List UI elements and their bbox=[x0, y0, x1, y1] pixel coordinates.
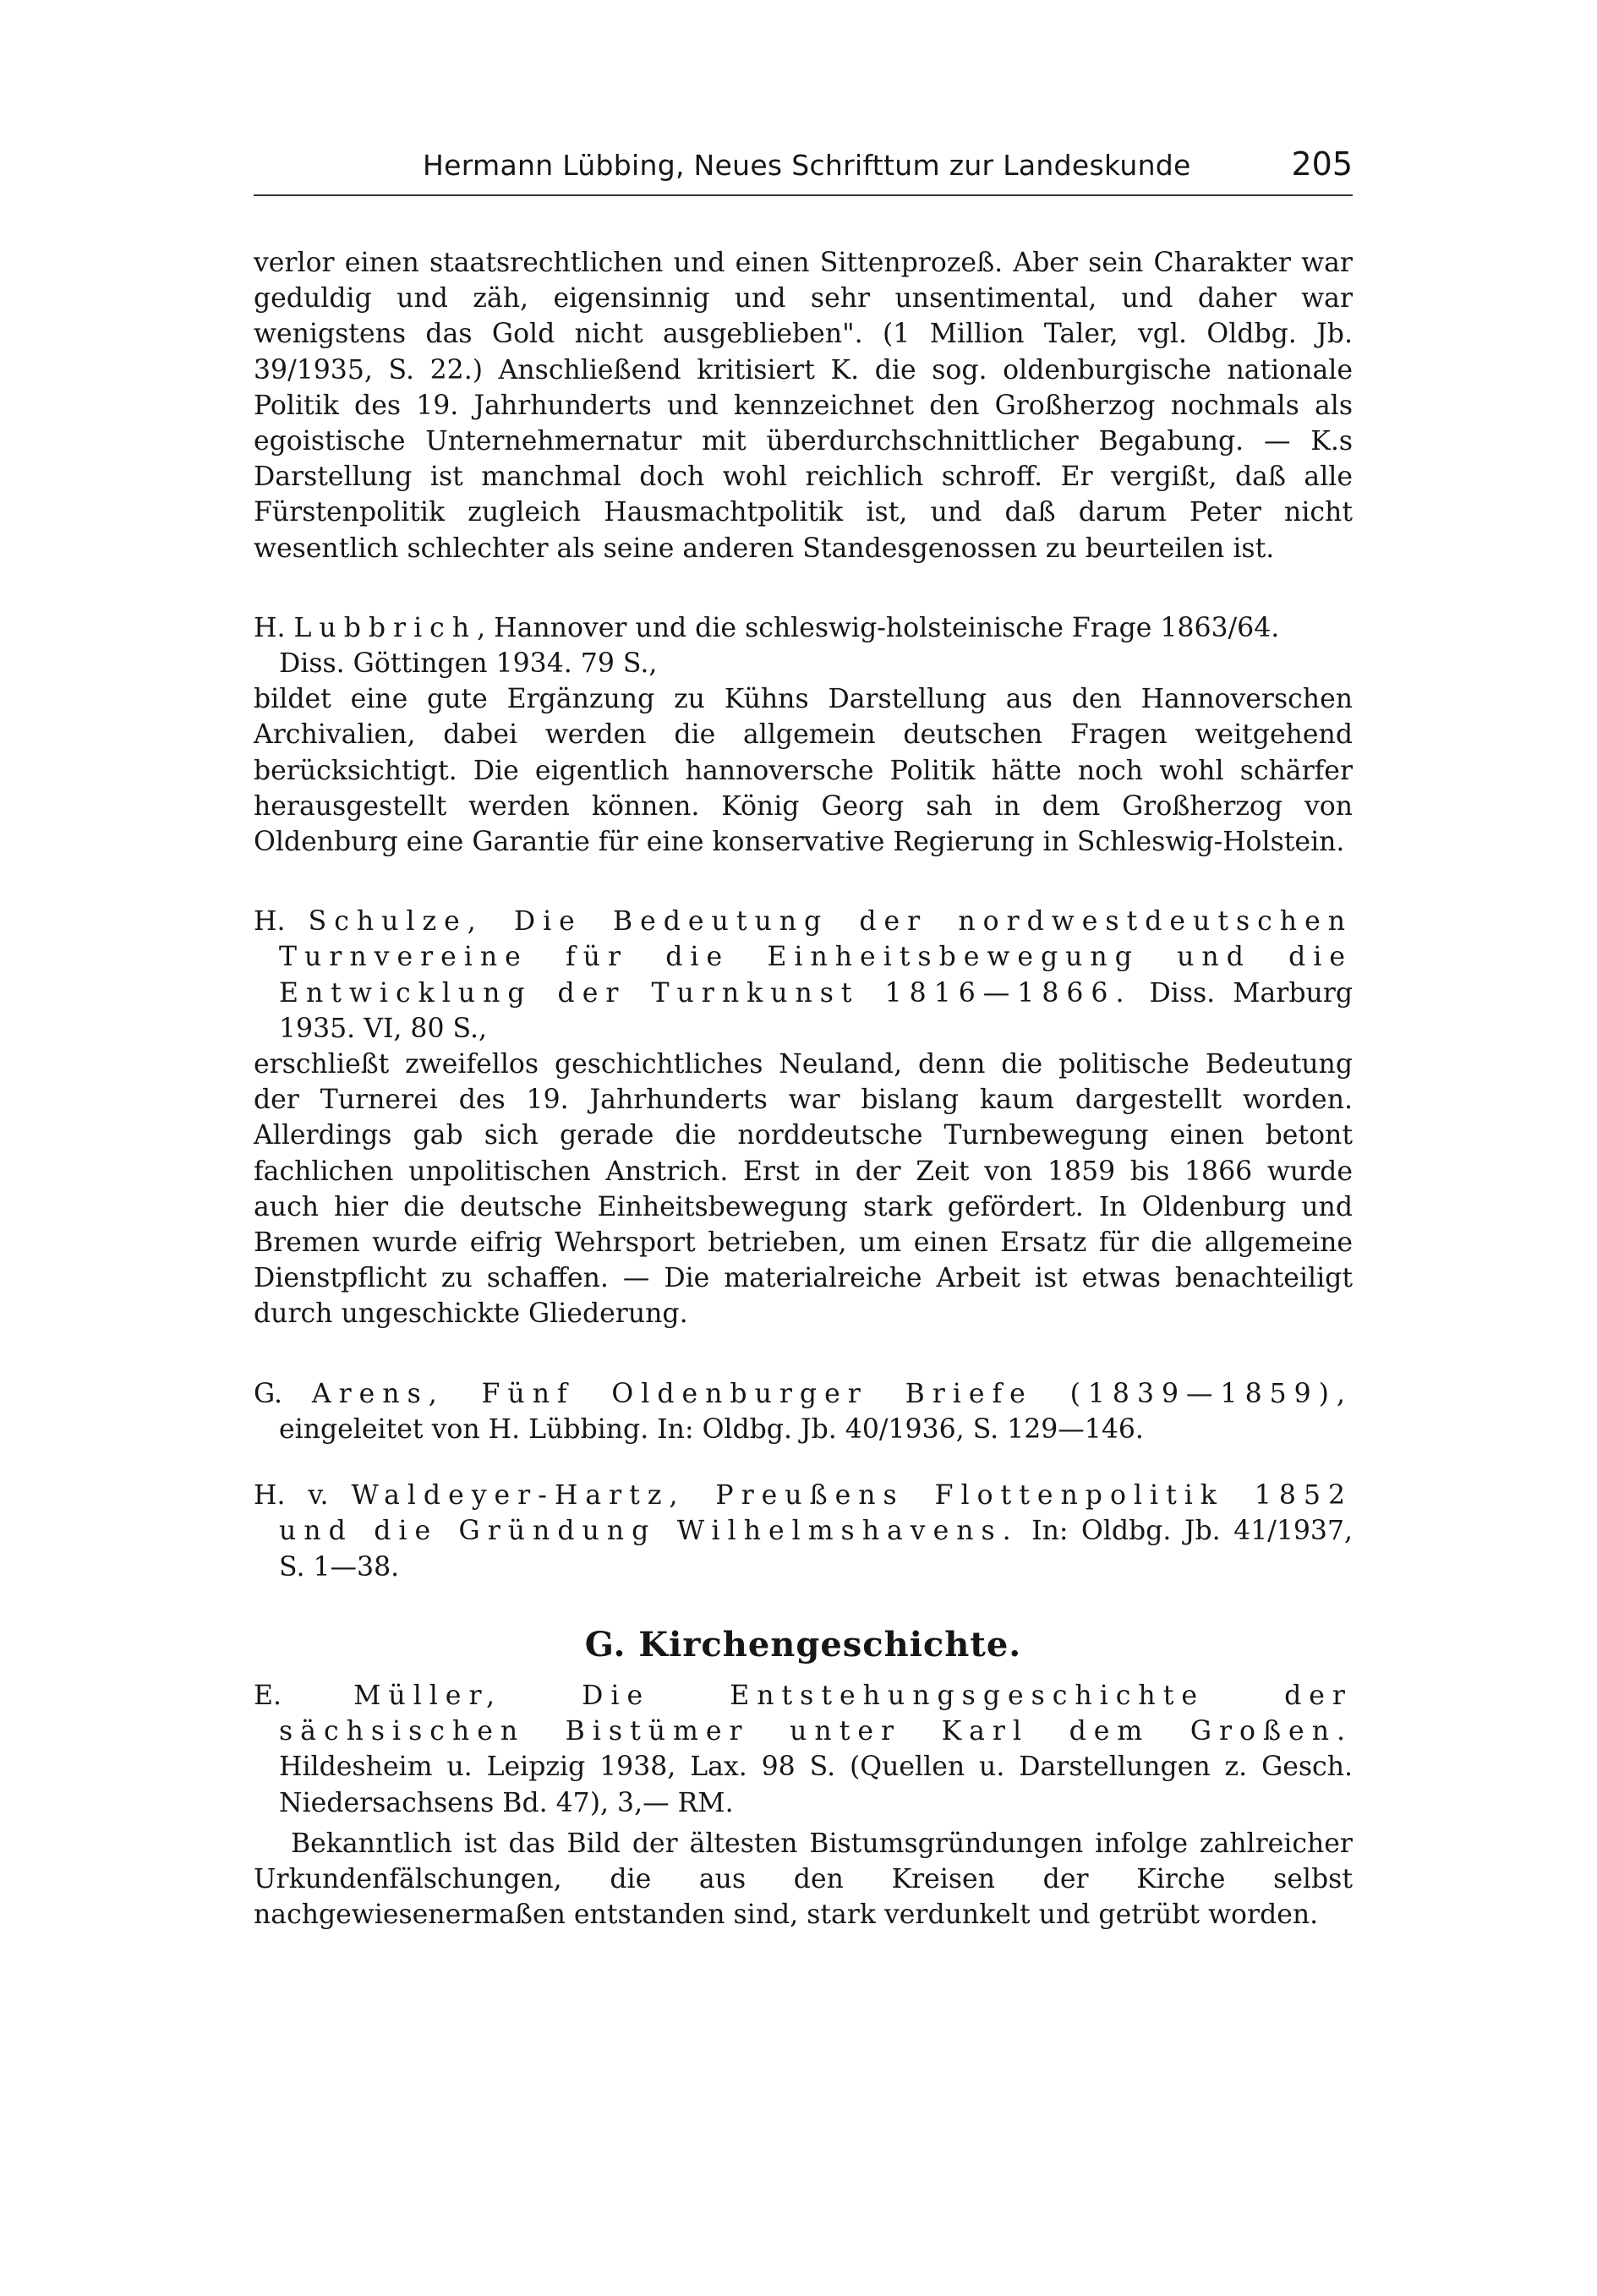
bibliography-entry-lubbrich bbox=[254, 610, 1353, 860]
author-initial: H. bbox=[254, 612, 294, 643]
bibliography-entry-waldeyer bbox=[254, 1478, 1353, 1585]
paragraph-continued: verlor einen staatsrechtlichen und einen Sittenprozeß. Aber sein Charakter war geduldig und zäh, eigensinnig und sehr unsentimental, und daher war wenigstens das Gold nicht ausgeblieben". (1 Million Taler, vgl. Oldbg. Jb. 39/1935, S. 22.) Anschließend kritisiert K. die sog. oldenburgische nationale Politik des 19. Jahrhunderts und kennzeichnet den Großherzog nochmals als egoistische Unternehmernatur mit überdurchschnittlicher Begabung. — K.s Darstellung ist manchmal doch wohl reichlich schroff. Er vergißt, daß alle Fürstenpolitik zugleich Hausmachtpolitik ist, und daß darum Peter nicht wesentlich schlechter als seine anderen Standesgenossen zu beurteilen ist. bbox=[254, 248, 1353, 564]
entry-details: Hildesheim u. Leipzig 1938, Lax. 98 S. (Quellen u. Darstellungen z. Gesch. Niedersachsens Bd. 47), 3,— RM. bbox=[279, 1752, 1353, 1818]
entry-citation bbox=[254, 1678, 1353, 1821]
entry-review: Bekanntlich ist das Bild der ältesten Bistumsgründungen infolge zahlreicher Urkundenfälschungen, die aus den Kreisen der Kirche selbst nachgewiesenermaßen entstanden sind, stark verdunkelt und getrübt worden. bbox=[254, 1828, 1353, 1931]
author-initial: E. bbox=[254, 1680, 354, 1711]
entry-citation bbox=[254, 904, 1353, 1047]
entry-details: Diss. Marburg 1935. VI, 80 S., bbox=[279, 977, 1353, 1044]
author-initial: H. v. bbox=[254, 1480, 352, 1512]
entry-review: bildet eine gute Ergänzung zu Kühns Darstellung aus den Hannoverschen Archivalien, dabei werden die allgemein deutschen Fragen weitgehend berücksichtigt. Die eigentlich hannoversche Politik hätte noch wohl schärfer herausgestellt werden können. König Georg sah in dem Großherzog von Oldenburg eine Garantie für eine konservative Regierung in Schleswig-Holstein. bbox=[254, 684, 1353, 858]
entry-details: eingeleitet von H. Lübbing. In: Oldbg. Jb. 40/1936, S. 129—146. bbox=[279, 1413, 1144, 1445]
page-number: 205 bbox=[1291, 145, 1353, 183]
entry-title: , Fünf Oldenburger Briefe (1839—1859), bbox=[428, 1378, 1353, 1409]
entry-review: erschließt zweifellos geschichtliches Neuland, denn die politische Bedeutung der Turnerei des 19. Jahrhunderts war bislang kaum dargestellt worden. Allerdings gab sich gerade die norddeutsche Turnbewegung einen betont fachlichen unpolitischen Anstrich. Erst in der Zeit von 1859 bis 1866 wurde auch hier die deutsche Einheitsbewegung stark gefördert. In Oldenburg und Bremen wurde eifrig Wehrsport betrieben, um einen Ersatz für die allgemeine Dienstpflicht zu schaffen. — Die materialreiche Arbeit ist etwas benachteiligt durch ungeschickte Gliederung. bbox=[254, 1049, 1353, 1330]
author-name: Arens bbox=[311, 1378, 429, 1409]
author-initial: H. bbox=[254, 906, 309, 938]
header-rule bbox=[254, 194, 1353, 196]
author-initial: G. bbox=[254, 1378, 312, 1409]
bibliography-entry-mueller bbox=[254, 1678, 1353, 1932]
author-name: Müller bbox=[353, 1680, 487, 1711]
running-title: Hermann Lübbing, Neues Schrifttum zur Landeskunde bbox=[423, 149, 1191, 182]
bibliography-entry-arens bbox=[254, 1376, 1353, 1447]
entry-title: , Hannover und die schleswig-holsteinische Frage 1863/64. bbox=[477, 612, 1280, 643]
page-body bbox=[254, 245, 1353, 1932]
entry-title: , Die Bedeutung der nordwestdeutschen Turnvereine für die Einheitsbewegung und die Entwicklung der Turnkunst 1816—1866. bbox=[279, 906, 1354, 1009]
bibliography-entry-schulze bbox=[254, 904, 1353, 1331]
author-name: Lubbrich bbox=[293, 612, 478, 643]
entry-title: , Die Entstehungsgeschichte der sächsischen Bistümer unter Karl dem Großen. bbox=[279, 1680, 1353, 1747]
entry-citation bbox=[254, 610, 1353, 681]
section-heading: G. Kirchengeschichte. bbox=[584, 1624, 1022, 1665]
entry-title: , Preußens Flottenpolitik 1852 und die Gründung Wilhelmshavens. bbox=[279, 1480, 1353, 1547]
page-header bbox=[254, 142, 1353, 193]
author-name: Schulze bbox=[308, 906, 468, 938]
entry-details: Diss. Göttingen 1934. 79 S., bbox=[279, 648, 658, 680]
author-name: Waldeyer-Hartz bbox=[351, 1480, 670, 1512]
entry-details: In: Oldbg. Jb. 41/1937, S. 1—38. bbox=[279, 1516, 1353, 1583]
